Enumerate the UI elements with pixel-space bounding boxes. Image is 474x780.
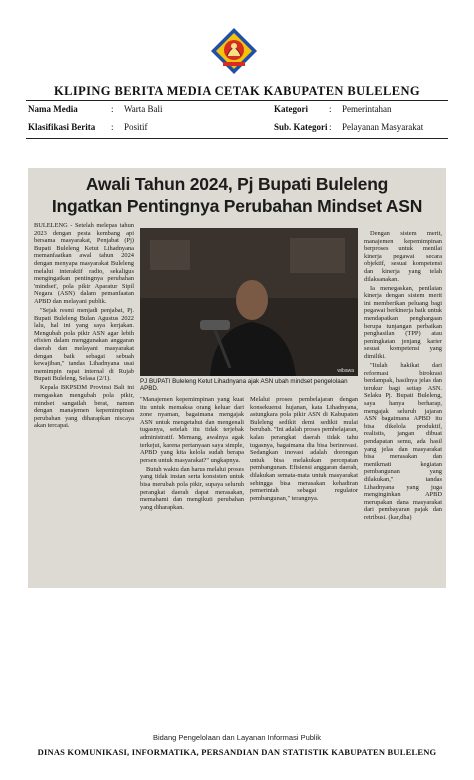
photo-credit: wibawa [337, 368, 354, 374]
category-label: Kategori [274, 104, 308, 114]
article-paragraph: BULELENG - Setelah melepas tahun 2023 dengan pesta kembang api bersama masyarakat, Penjabat (Pj) Bupati Buleleng Ketut Lihadnyana memanfaatkan awal tahun 2024 dengan menyapa masyarakat Buleleng melalui interaktif radio, sekaligus mengingatkan pentingnya perubahan 'mindset', pola pikir Aparatur Sipil Negara (ASN) dalam pemanfaatan APBD dan melayani publik. [34, 222, 134, 305]
article-paragraph: Butuh waktu dan harus melalui proses yang tidak instan serta konsisten untuk bisa merubah pola pikir, supaya seluruh perangkat daerah dapat merasakan, memahami dan mengikuti perubahan yang diharapkan. [140, 465, 244, 511]
media-name-separator: : [111, 104, 114, 114]
article-headline-line-1: Awali Tahun 2024, Pj Bupati Buleleng [85, 174, 389, 194]
media-name-label: Nama Media [28, 104, 78, 114]
article-column-2 [140, 396, 244, 586]
category-separator: : [329, 104, 332, 114]
photo-caption: PJ BUPATI Buleleng Ketut Lihadnyana ajak ASN ubah mindset pengelolaan APBD. [140, 378, 348, 393]
article-photo [140, 228, 358, 376]
article-paragraph: "Manajemen kepemimpinan yang kuat itu untuk memaksa orang keluar dari zone nyaman, bagaimana mengajak ASN untuk mengetahui dan mengenali tugasnya, setelah itu tidak terjebak administratif. Memang, awalnya agak terkejut, karena pertanyaan saya simple, APBD yang kita kelola sudah berapa persen untuk masyarakat?" ungkapnya. [140, 396, 244, 464]
article-column-3 [250, 396, 358, 586]
subcategory-separator: : [329, 122, 332, 132]
footer-agency-name: DINAS KOMUNIKASI, INFORMATIKA, PERSANDIAN DAN STATISTIK KABUPATEN BULELENG [37, 747, 437, 757]
header-divider-bottom [26, 138, 448, 139]
clipping-header-title: KLIPING BERITA MEDIA CETAK KABUPATEN BULELENG [53, 84, 421, 98]
article-column-4 [364, 230, 442, 586]
subcategory-label: Sub. Kategori [274, 122, 328, 132]
article-paragraph: Kepala BKPSDM Provinsi Bali ini mengaskan mengubah pola pikir, mindset sangatlah berat, namun dengan manajemen kepemimpinan perubahan yang diharapkan niscaya akan tercapai. [34, 384, 134, 430]
subcategory-value: Pelayanan Masyarakat [342, 122, 424, 132]
article-paragraph: "Itulah hakikat dari reformasi birokrasi berdampak, hasilnya jelas dan terukur bagi setiap ASN. Selaku Pj. Bupati Buleleng, saya hanya berharap, mengajak seluruh jajaran ASN bagaimana APBD itu bisa dikelola produktif, realistis, jangan dibuat pendapatan semu, ada hasil yang jelas dan masyarakat bisa merasakan dan menikmati kegiatan pembangunan yang dilakukan," tandas Lihadnyana yang juga menginginkan APBD merupakan dana masyarakat dari pembayaran pajak dan retribusi. (kar,dha) [364, 362, 442, 521]
news-classification-label: Klasifikasi Berita [28, 122, 96, 132]
footer-department-division: Bidang Pengelolaan dan Layanan Informasi Publik [152, 733, 322, 742]
category-value: Pemerintahan [342, 104, 392, 114]
article-paragraph: Melalui proses pembelajaran dengan konsekuensi hujanan, kata Lihadnyana, astungkara pola pikir ASN di Kabupaten Buleleng sedikit demi sedikit mulai berubah. "Ini adalah proses pembelajaran, kalau perangkat daerah tidak tahu tugasnya, bagaimana dia bisa berinovasi. Sedangkan inovasi adalah dorongan untuk bisa melakukan percepatan pembangunan. Efisiensi anggaran daerah, dilakukan semata-mata untuk masyarakat sehingga bisa merasakan kehadiran pemerintah sebagai regulator pembangunan," terangnya. [250, 396, 358, 502]
news-classification-separator: : [111, 122, 114, 132]
media-name-value: Warta Bali [124, 104, 163, 114]
article-paragraph: "Sejak resmi menjadi penjabat, Pj. Bupati Buleleng Bulan Agustus 2022 lalu, hal ini yang saya kerjakan. Mengubah pola pikir ASN agar lebih efisien dalam menggunakan anggaran daerah dan melayani masyarakat dengan baik sebagai sebuah kewajiban," tandas Lihadnyana usai memimpin rapat internal di Rujab Bupati Buleleng, Selasa (2/1). [34, 307, 134, 383]
article-paragraph: Dengan sistem merit, manajemen kepemimpinan berproses untuk menilai kinerja pegawai secara objektif, sesuai kompetensi dan kinerja yang telah dilaksanakan. [364, 230, 442, 283]
newspaper-clipping [28, 168, 446, 588]
news-classification-value: Positif [124, 122, 148, 132]
buleleng-regency-emblem [209, 26, 259, 76]
official-speaking-photo [140, 228, 358, 376]
article-column-1 [34, 222, 134, 586]
article-headline-line-2: Ingatkan Pentingnya Perubahan Mindset ASN [51, 196, 423, 216]
article-paragraph: Ia menegaskan, penilaian kinerja dengan sistem merit ini memberikan peluang bagi pegawai berkinerja baik untuk mendapatkan penghargaan berupa tunjangan perbaikan penghasilan (TPP) atau peningkatan jenjang karier sesuai kompetensi yang dimiliki. [364, 284, 442, 360]
header-divider-top [26, 100, 448, 101]
